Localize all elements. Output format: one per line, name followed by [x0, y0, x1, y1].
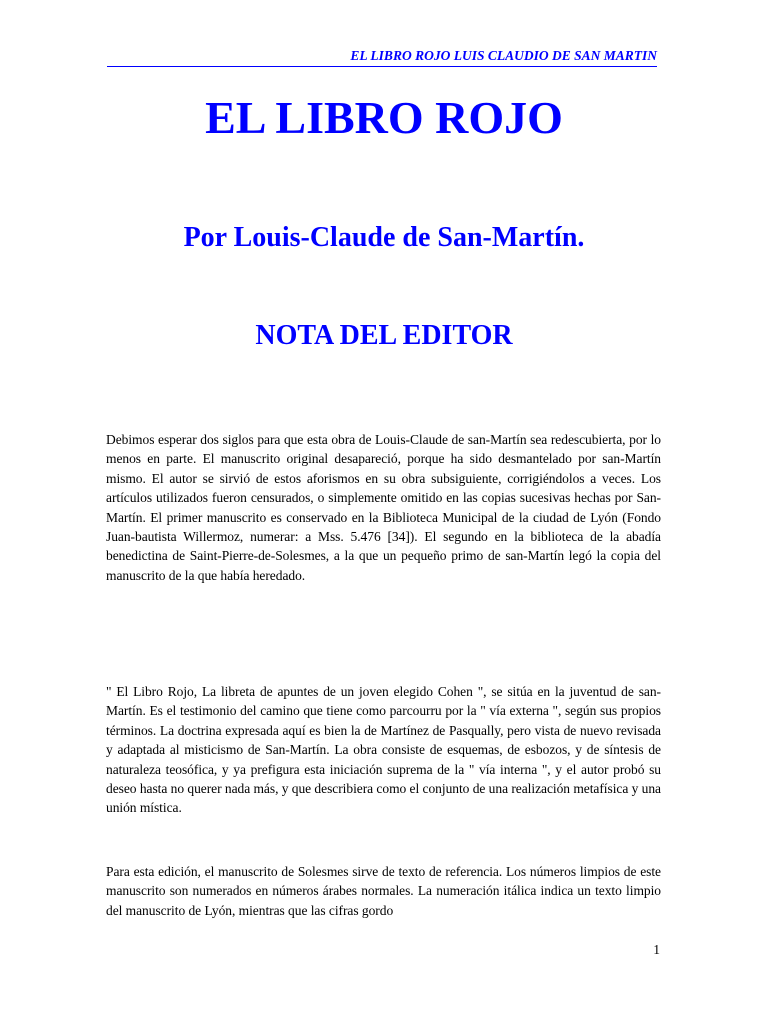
- running-header-title: EL LIBRO ROJO LUIS CLAUDIO DE SAN MARTIN: [350, 48, 657, 63]
- running-header: [107, 48, 657, 67]
- body-paragraph: Para esta edición, el manuscrito de Solesmes sirve de texto de referencia. Los números limpios de este manuscrito son numerados en números árabes normales. La numeración itálica indica un texto limpio del manuscrito de Lyón, mientras que las cifras gordo: [106, 864, 661, 918]
- body-paragraph: Debimos esperar dos siglos para que esta obra de Louis-Claude de san-Martín sea redescubierta, por lo menos en parte. El manuscrito original desapareció, porque ha sido desmantelado por san-Martín mismo. El autor se sirvió de estos aforismos en su obra subsiguiente, corrigiéndolos a veces. Los artículos utilizados fueron censurados, o simplemente omitido en las copias sucesivas hechas por San-Martín. El primer manuscrito es conservado en la Biblioteca Municipal de la ciudad de Lyón (Fondo Juan-bautista Willermoz, numerar: a Mss. 5.476 [34]). El segundo en la biblioteca de la abadía benedictina de Saint-Pierre-de-Solesmes, a la que un pequeño primo de san-Martín legó la copia del manuscrito de la que había heredado.: [106, 432, 661, 583]
- document-title: EL LIBRO ROJO: [205, 92, 563, 143]
- body-paragraph: " El Libro Rojo, La libreta de apuntes de un joven elegido Cohen ", se sitúa en la juventud de san-Martín. Es el testimonio del camino que tiene como parcourru por la " vía externa ", según sus propios términos. La doctrina expresada aquí es bien la de Martínez de Pasqually, pero vista de nuevo revisada y adaptada al misticismo de San-Martín. La obra consiste de esquemas, de esbozos, y de síntesis de naturaleza teosófica, y ya prefigura esta iniciación suprema de la " vía interna ", y el autor probó su deseo hasta no querer nada más, y que describiera como el conjunto de una realización metafísica y una unión mística.: [106, 684, 661, 816]
- document-subtitle: Por Louis-Claude de San-Martín.: [183, 222, 585, 253]
- section-heading: NOTA DEL EDITOR: [255, 320, 513, 351]
- page-number: 1: [653, 942, 660, 957]
